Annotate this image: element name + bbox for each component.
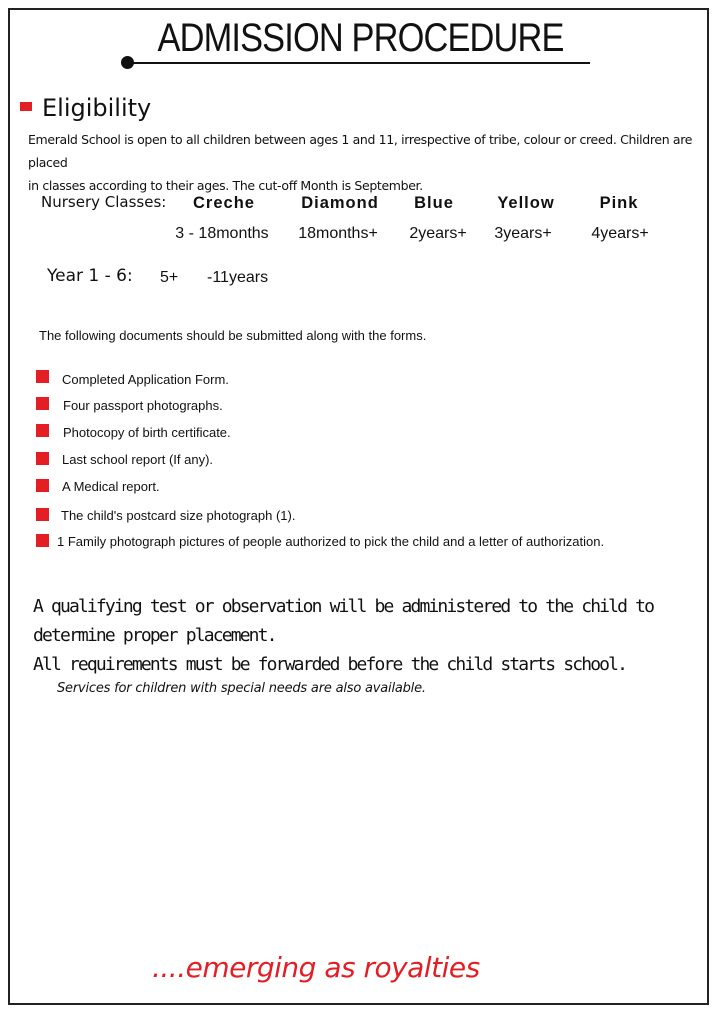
statement-line-2: All requirements must be forwarded before the child starts school. — [33, 654, 627, 675]
class-name-pink: Pink — [599, 194, 639, 212]
eligibility-heading: Eligibility — [42, 94, 152, 122]
title-rule — [128, 62, 590, 64]
eligibility-paragraph — [28, 128, 708, 197]
documents-intro: The following documents should be submitted along with the forms. — [39, 328, 427, 343]
bullet-icon — [36, 397, 49, 410]
bullet-icon — [36, 479, 49, 492]
class-name-yellow: Yellow — [497, 194, 555, 212]
list-item-text: Last school report (If any). — [62, 452, 214, 467]
slogan: ....emerging as royalties — [152, 951, 480, 984]
class-name-diamond: Diamond — [301, 194, 379, 212]
list-item-text: Photocopy of birth certificate. — [63, 425, 231, 440]
year-label: Year 1 - 6: — [47, 266, 133, 286]
list-item-text: The child's postcard size photograph (1). — [61, 508, 296, 523]
bullet-icon — [36, 452, 49, 465]
page-title: ADMISSION PROCEDURE — [157, 16, 564, 60]
class-age-yellow: 3years+ — [494, 225, 552, 242]
bullet-icon — [36, 508, 49, 521]
year-max-age: -11years — [207, 269, 269, 286]
section-bullet-icon — [20, 102, 32, 111]
bullet-icon — [36, 424, 49, 437]
bullet-icon — [36, 370, 49, 383]
placement-statement — [33, 592, 703, 679]
class-name-blue: Blue — [414, 194, 454, 212]
list-item-text: A Medical report. — [62, 479, 160, 494]
list-item-text: Four passport photographs. — [63, 398, 223, 413]
list-item-text: Completed Application Form. — [62, 372, 229, 387]
list-item-text: 1 Family photograph pictures of people authorized to pick the child and a letter of authorization. — [57, 534, 605, 549]
eligibility-line-2: in classes according to their ages. The cut-off Month is September. — [28, 178, 423, 193]
special-needs-note: Services for children with special needs are also available. — [57, 681, 426, 696]
eligibility-line-1: Emerald School is open to all children between ages 1 and 11, irrespective of tribe, colour or creed. Children are placed — [28, 132, 693, 170]
nursery-label: Nursery Classes: — [41, 193, 167, 211]
class-age-diamond: 18months+ — [298, 225, 378, 242]
bullet-icon — [36, 534, 49, 547]
class-age-pink: 4years+ — [591, 225, 649, 242]
class-age-creche: 3 - 18months — [175, 225, 269, 242]
class-age-blue: 2years+ — [409, 225, 467, 242]
class-name-creche: Creche — [193, 194, 255, 212]
year-min-age: 5+ — [160, 269, 179, 286]
statement-line-1: A qualifying test or observation will be administered to the child to determine proper placement. — [33, 596, 654, 646]
